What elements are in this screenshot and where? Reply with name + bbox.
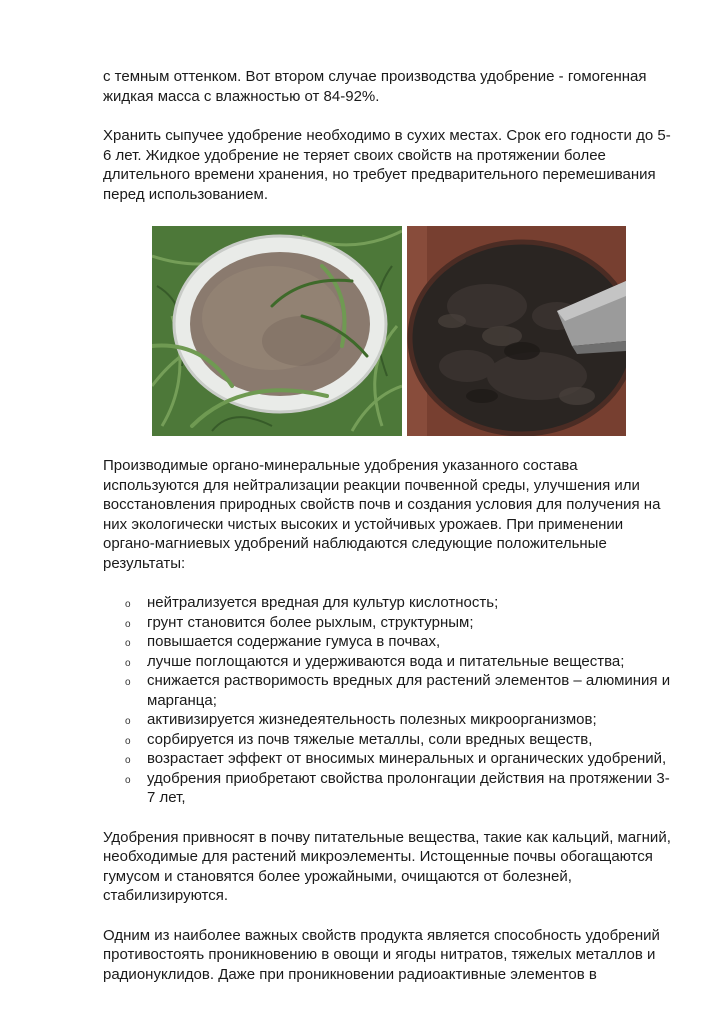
paragraph-usage: Производимые органо-минеральные удобрения указанного состава используются для нейтрализации реакции почвенной среды, улучшения или восстановления природных свойств почв и создания условия для получения на них экологически чистых высоких и устойчивых урожаев. При применении органо-магниевых удобрений наблюдаются следующие положительные результаты:: [103, 457, 661, 572]
bullet-circle-icon: o: [125, 618, 131, 630]
dry-fertilizer-photo: [152, 226, 402, 436]
liquid-fertilizer-photo: [407, 226, 626, 436]
bullet-circle-icon: o: [125, 755, 131, 766]
list-item: o активизируется жизнедеятельность полезных микроорганизмов;: [103, 710, 673, 730]
bullet-circle-icon: o: [125, 599, 131, 610]
list-item: o нейтрализуется вредная для культур кислотность;: [103, 593, 673, 613]
list-item: o повышается содержание гумуса в почвах,: [103, 632, 673, 652]
list-item: o сорбируется из почв тяжелые металлы, соли вредных веществ,: [103, 730, 673, 750]
photo-figure: [103, 226, 673, 436]
list-item: o лучше поглощаются и удерживаются вода и питательные вещества;: [103, 652, 673, 672]
list-item: o удобрения приобретают свойства пролонгации действия на протяжении 3-7 лет,: [125, 769, 670, 806]
list-item: o грунт становится более рыхлым, структурным;: [103, 613, 673, 633]
list-item: o возрастает эффект от вносимых минеральных и органических удобрений,: [103, 749, 673, 769]
bullet-circle-icon: o: [125, 657, 131, 669]
bullet-circle-icon: o: [125, 774, 131, 786]
list-item: o снижается растворимость вредных для растений элементов – алюминия и марганца;: [125, 672, 671, 709]
results-list: [103, 593, 673, 808]
bullet-circle-icon: o: [125, 638, 131, 649]
bullet-circle-icon: o: [125, 735, 131, 747]
bullet-circle-icon: o: [125, 716, 131, 727]
paragraph-intro: с темным оттенком. Вот втором случае производства удобрение - гомогенная жидкая масса с влажностью от 84-92%.: [103, 68, 647, 105]
page-content: [103, 67, 673, 984]
paragraph-protection: Одним из наиболее важных свойств продукта является способность удобрений противостоять проникновению в овощи и ягоды нитратов, тяжелых металлов и радионуклидов. Даже при проникновении радиоактивные элементов в: [103, 926, 660, 983]
paragraph-storage: Хранить сыпучее удобрение необходимо в сухих местах. Срок его годности до 5-6 лет. Жидкое удобрение не теряет своих свойств на протяжении более длительного времени хранения, но требует предварительного перемешивания перед использованием.: [103, 127, 671, 203]
bullet-circle-icon: o: [125, 677, 131, 688]
paragraph-nutrients: Удобрения привносят в почву питательные вещества, такие как кальций, магний, необходимые для растений микроэлементы. Истощенные почвы обогащаются гумусом и становятся более урожайными, очищаются от болезней, стабилизируются.: [103, 828, 671, 904]
